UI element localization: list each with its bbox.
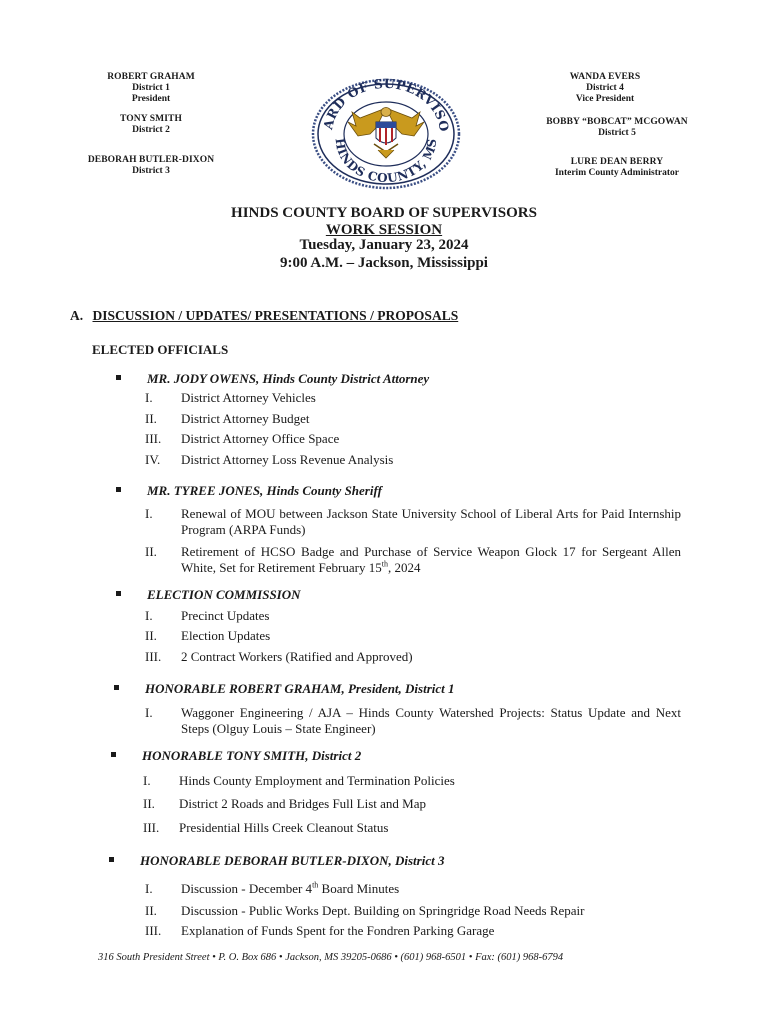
ordinal-suffix: th bbox=[381, 559, 388, 569]
agenda-group-heading bbox=[147, 483, 382, 499]
item-text: Explanation of Funds Spent for the Fondren Parking Garage bbox=[181, 923, 495, 938]
ordinal-suffix: th bbox=[312, 880, 319, 890]
officer-robert-graham bbox=[86, 72, 216, 105]
item-number: I. bbox=[145, 608, 153, 623]
officer-role: District 5 bbox=[598, 128, 636, 138]
item-number: II. bbox=[143, 796, 155, 811]
officer-role: Vice President bbox=[575, 94, 635, 104]
item-number: III. bbox=[145, 649, 162, 664]
section-heading bbox=[70, 308, 458, 324]
officer-role: Interim County Administrator bbox=[554, 168, 680, 178]
item-text: Renewal of MOU between Jackson State University School of Liberal Arts for Paid Internship Program (ARPA Funds) bbox=[181, 506, 681, 537]
group-title: HONORABLE ROBERT GRAHAM, President, District 1 bbox=[145, 681, 455, 696]
county-seal-emblem bbox=[310, 78, 462, 190]
item-text: District Attorney Budget bbox=[181, 411, 310, 426]
item-text: District Attorney Vehicles bbox=[181, 390, 316, 405]
item-number: II. bbox=[145, 903, 157, 918]
item-number: III. bbox=[145, 431, 162, 446]
svg-text:BOARD OF SUPERVISORS: ARD OF SUPERVISO bbox=[320, 78, 453, 133]
item-text: Presidential Hills Creek Cleanout Status bbox=[179, 820, 389, 835]
subsection-heading: ELECTED OFFICIALS bbox=[92, 342, 229, 357]
officer-role: District 3 bbox=[132, 166, 170, 176]
group-title: HONORABLE DEBORAH BUTLER-DIXON, District 3 bbox=[140, 853, 445, 868]
bullet-icon bbox=[109, 857, 114, 862]
officer-name: ROBERT GRAHAM bbox=[107, 72, 195, 82]
item-text: Election Updates bbox=[181, 628, 271, 643]
session-type: WORK SESSION bbox=[325, 222, 443, 238]
officer-role: District 1 bbox=[132, 83, 170, 93]
officer-lure-dean-berry bbox=[522, 157, 712, 179]
item-text: Precinct Updates bbox=[181, 608, 270, 623]
agenda-group-heading bbox=[147, 587, 301, 603]
officer-tony-smith bbox=[86, 114, 216, 136]
officer-deborah-butler-dixon bbox=[66, 155, 236, 177]
group-title: HONORABLE TONY SMITH, District 2 bbox=[142, 748, 362, 763]
session-date: Tuesday, January 23, 2024 bbox=[299, 237, 469, 253]
item-number: II. bbox=[145, 544, 157, 559]
item-text: Discussion - Public Works Dept. Building on Springridge Road Needs Repair bbox=[181, 903, 585, 918]
bullet-icon bbox=[111, 752, 116, 757]
officer-name: DEBORAH BUTLER-DIXON bbox=[87, 155, 215, 165]
item-number: I. bbox=[145, 705, 153, 720]
section-letter: A. bbox=[70, 308, 84, 323]
item-number: I. bbox=[145, 881, 153, 896]
officer-name: BOBBY “BOBCAT” MCGOWAN bbox=[546, 117, 688, 127]
group-title: ELECTION COMMISSION bbox=[147, 587, 301, 602]
agenda-group-heading bbox=[140, 853, 444, 869]
bullet-icon bbox=[116, 487, 121, 492]
agenda-group-heading bbox=[142, 748, 361, 764]
group-title: MR. TYREE JONES, Hinds County Sheriff bbox=[147, 483, 382, 498]
footer-address: 316 South President Street • P. O. Box 686 • Jackson, MS 39205-0686 • (601) 968-6501 • Fax: (601) 968-6794 bbox=[98, 952, 564, 963]
officer-name: TONY SMITH bbox=[120, 114, 182, 124]
bullet-icon bbox=[116, 591, 121, 596]
agenda-group-heading bbox=[145, 681, 455, 697]
item-text-part: Discussion - December 4 bbox=[181, 881, 313, 896]
officer-role: District 2 bbox=[132, 125, 170, 135]
item-number: I. bbox=[145, 390, 153, 405]
item-text-part: Board Minutes bbox=[318, 881, 400, 896]
session-time-place: 9:00 A.M. – Jackson, Mississippi bbox=[280, 255, 488, 271]
item-number: III. bbox=[143, 820, 160, 835]
item-text: District Attorney Office Space bbox=[181, 431, 340, 446]
item-text: District 2 Roads and Bridges Full List and Map bbox=[179, 796, 426, 811]
item-text-part: , 2024 bbox=[387, 560, 421, 575]
officer-name: LURE DEAN BERRY bbox=[570, 157, 664, 167]
item-number: I. bbox=[145, 506, 153, 521]
item-text bbox=[181, 544, 681, 576]
item-text bbox=[181, 881, 681, 897]
county-seal bbox=[310, 78, 462, 190]
group-title: MR. JODY OWENS, Hinds County District Attorney bbox=[147, 371, 430, 386]
section-title: DISCUSSION / UPDATES/ PRESENTATIONS / PROPOSALS bbox=[92, 308, 459, 323]
officer-role: District 4 bbox=[586, 83, 624, 93]
item-text: Hinds County Employment and Termination Policies bbox=[179, 773, 455, 788]
item-number: I. bbox=[143, 773, 151, 788]
item-text-part: Retirement of HCSO Badge and Purchase of Service Weapon Glock 17 for Sergeant Allen White, Set for Retirement February 15 bbox=[181, 544, 681, 575]
officer-wanda-evers bbox=[540, 72, 670, 105]
item-number: II. bbox=[145, 628, 157, 643]
officer-role: President bbox=[131, 94, 171, 104]
bullet-icon bbox=[114, 685, 119, 690]
bullet-icon bbox=[116, 375, 121, 380]
item-number: IV. bbox=[145, 452, 161, 467]
officer-name: WANDA EVERS bbox=[569, 72, 641, 82]
item-text: District Attorney Loss Revenue Analysis bbox=[181, 452, 394, 467]
svg-text:HINDS COUNTY, MS: HINDS COUNTY, MS bbox=[332, 137, 440, 186]
page-title: HINDS COUNTY BOARD OF SUPERVISORS bbox=[231, 205, 537, 221]
item-number: II. bbox=[145, 411, 157, 426]
officer-bobby-mcgowan bbox=[522, 117, 712, 139]
agenda-group-heading bbox=[147, 371, 429, 387]
item-text: 2 Contract Workers (Ratified and Approved) bbox=[181, 649, 413, 664]
item-text: Waggoner Engineering / AJA – Hinds County Watershed Projects: Status Update and Next Steps (Olguy Louis – State Engineer) bbox=[181, 705, 681, 736]
item-number: III. bbox=[145, 923, 162, 938]
